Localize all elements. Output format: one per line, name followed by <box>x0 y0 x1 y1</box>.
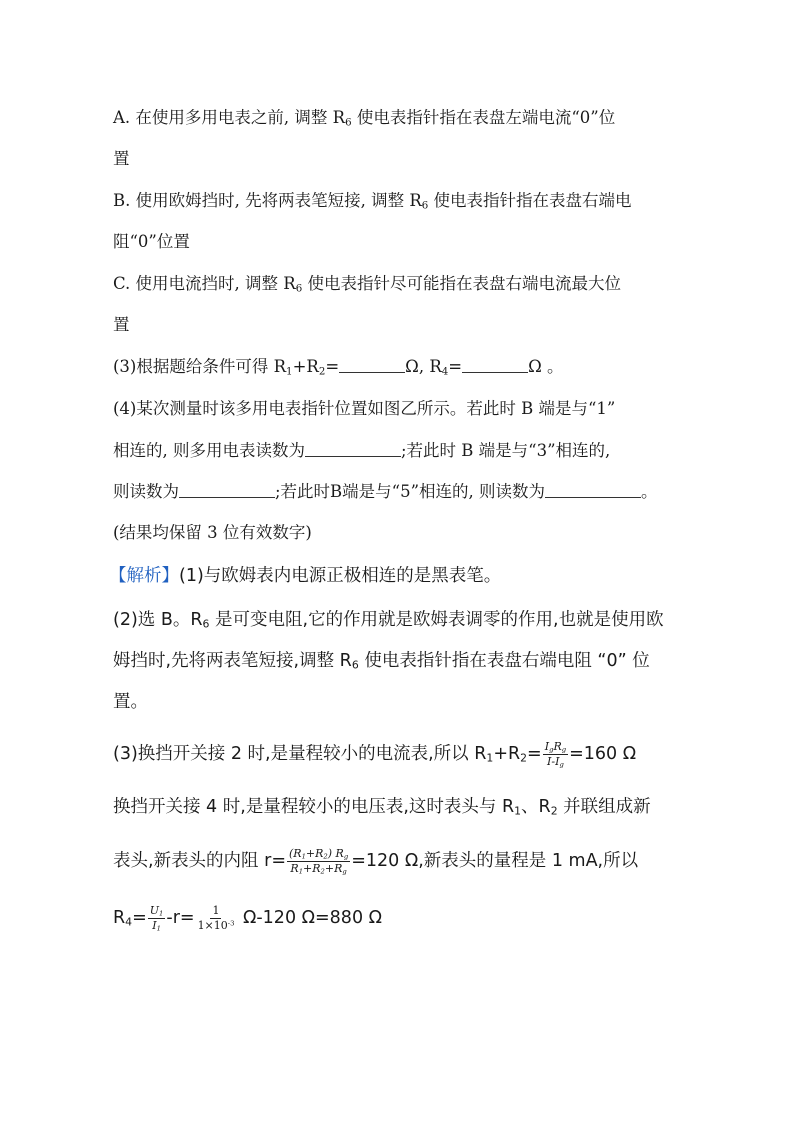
answer-blank-reading-1[interactable] <box>305 440 401 457</box>
fraction-ig-rg: $\frac{I_gR_g}{I-I_g}$ <box>544 739 567 769</box>
question-3: (3)根据题给条件可得 $R_1+R_2= \Omega$, $R_4= \Omega$ 。 <box>113 357 564 378</box>
analysis-part-3-line2: 换挡开关接 4 时,是量程较小的电压表,这时表头与 $R_1$、$R_2$ 并联组成新 <box>113 797 651 818</box>
question-4-line2: 相连的, 则多用电表读数为 ;若此时 B 端是与“3”相连的, <box>113 441 611 460</box>
analysis-part-2-line1: (2)选 B。$R_6$ 是可变电阻,它的作用就是欧姆表调零的作用,也就是使用欧 <box>113 610 664 631</box>
answer-blank-reading-3[interactable] <box>179 481 275 498</box>
option-c-line1: C. 使用电流挡时, 调整 $R_6$ 使电表指针尽可能指在表盘右端电流最大位 <box>113 274 621 295</box>
option-a-line1: A. 在使用多用电表之前, 调整 $R_6$ 使电表指针指在表盘左端电流“0”位 <box>113 108 616 129</box>
analysis-tag: 【解析】 <box>109 566 179 586</box>
analysis-part-3-line3: 表头,新表头的内阻 r= $\frac{(R_1+R_2) R_g}{R_1+R_2+R_g}$ =120 Ω,新表头的量程是 1 mA,所以 <box>113 846 639 876</box>
answer-blank-r4[interactable] <box>462 356 528 373</box>
analysis-part-2-line2: 姆挡时,先将两表笔短接,调整 $R_6$ 使电表指针指在表盘右端电阻 “0” 位 <box>113 651 650 672</box>
fraction-internal-resistance: $\frac{(R_1+R_2) R_g}{R_1+R_2+R_g}$ <box>288 846 349 876</box>
question-4-line1: (4)某次测量时该多用电表指针位置如图乙所示。若此时 B 端是与“1” <box>113 399 616 418</box>
analysis-part-3-line1: (3)换挡开关接 2 时,是量程较小的电流表,所以 $R_1+R_2=$ $\frac{I_gR_g}{I-I_g}$ =160 Ω <box>113 739 637 769</box>
analysis-part-3-line4: $R_4=$ $\frac{U_1}{I_1}$ -r= $\frac{1}{1\times 10^{-3}}$ Ω-120 Ω=880 Ω <box>113 903 383 933</box>
question-4-note: (结果均保留 3 位有效数字) <box>113 523 312 542</box>
analysis-part-2-line3: 置。 <box>113 692 148 712</box>
answer-blank-reading-5[interactable] <box>545 481 641 498</box>
option-c-line2: 置 <box>113 315 130 334</box>
option-b-line1: B. 使用欧姆挡时, 先将两表笔短接, 调整 $R_6$ 使电表指针指在表盘右端电 <box>113 191 632 212</box>
analysis-part-1: 【解析】(1)与欧姆表内电源正极相连的是黑表笔。 <box>109 566 502 586</box>
option-b-line2: 阻“0”位置 <box>113 232 190 251</box>
option-a-line2: 置 <box>113 149 130 168</box>
question-4-line3: 则读数为 ;若此时B端是与“5”相连的, 则读数为 。 <box>113 482 658 501</box>
fraction-one-over-milliamp: $\frac{1}{1\times 10^{-3}}$ <box>197 903 235 932</box>
answer-blank-r1r2[interactable] <box>339 356 405 373</box>
fraction-u1-i1: $\frac{U_1}{I_1}$ <box>149 903 164 933</box>
